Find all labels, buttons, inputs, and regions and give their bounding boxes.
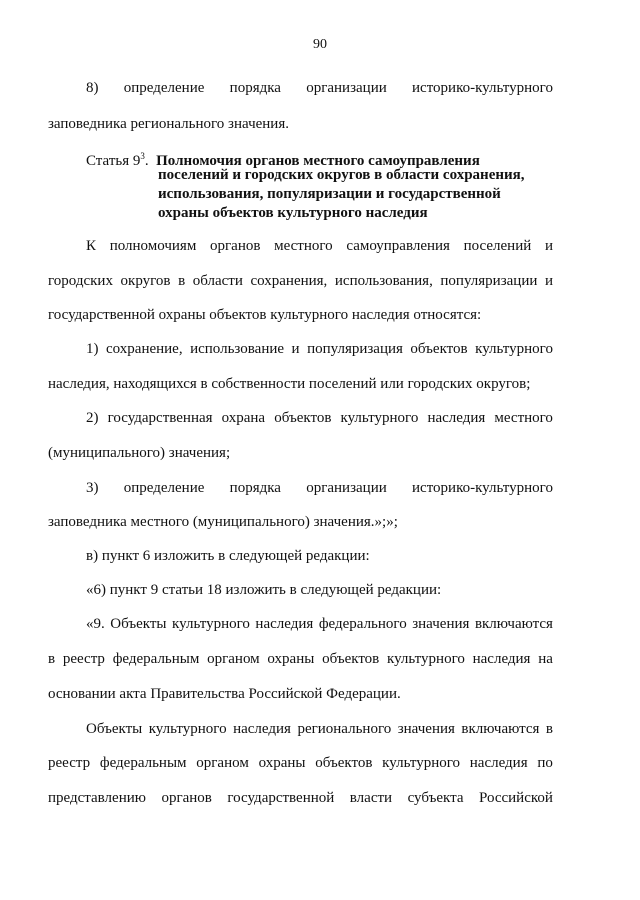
word: определение <box>123 80 205 96</box>
article-label-superscript: 3 <box>140 151 145 161</box>
point2-line1: 2) государственная охрана объектов культурного наследия местного <box>86 410 553 426</box>
word: порядка <box>229 80 281 96</box>
point3-line2: заповедника местного (муниципального) значения.»;»; <box>48 514 398 530</box>
point1-line2: наследия, находящихся в собственности поселений или городских округов; <box>48 376 531 392</box>
word: 8) <box>86 80 99 96</box>
p9-line1: «9. Объекты культурного наследия федерального значения включаются <box>86 616 553 632</box>
point1-line1: 1) сохранение, использование и популяризация объектов культурного <box>86 341 553 357</box>
article-title-line: охраны объектов культурного наследия <box>158 205 428 221</box>
word: историко-культурного <box>412 80 553 96</box>
article-title-line: использования, популяризации и государственной <box>158 186 501 202</box>
point3-line1: 3) определение порядка организации историко-культурного <box>86 480 553 496</box>
article-title-line: поселений и городских округов в области сохранения, <box>158 167 525 183</box>
item-6: «6) пункт 9 статьи 18 изложить в следующей редакции: <box>86 582 442 598</box>
p9-line3: основании акта Правительства Российской Федерации. <box>48 686 401 702</box>
page-number: 90 <box>313 37 327 52</box>
point2-line2: (муниципального) значения; <box>48 445 231 461</box>
intro-line3: государственной охраны объектов культурного наследия относятся: <box>48 307 482 323</box>
item-v: в) пункт 6 изложить в следующей редакции: <box>86 548 370 564</box>
p9-line2: в реестр федеральным органом охраны объектов культурного наследия на <box>48 651 553 667</box>
word: организации <box>306 80 387 96</box>
intro-line2: городских округов в области сохранения, использования, популяризации и <box>48 273 553 289</box>
article-title-line: Полномочия органов местного самоуправления <box>156 153 480 169</box>
regional-line2: реестр федеральным органом охраны объектов культурного наследия по <box>48 755 553 771</box>
article-label: Статья $9^3$. <box>86 151 149 169</box>
regional-line3: представлению органов государственной власти субъекта Российской <box>48 790 553 806</box>
item8-line2: заповедника регионального значения. <box>48 116 289 132</box>
item8-line1 <box>86 78 553 98</box>
regional-line1: Объекты культурного наследия регионального значения включаются в <box>86 721 553 737</box>
intro-line1: К полномочиям органов местного самоуправления поселений и <box>86 238 553 254</box>
